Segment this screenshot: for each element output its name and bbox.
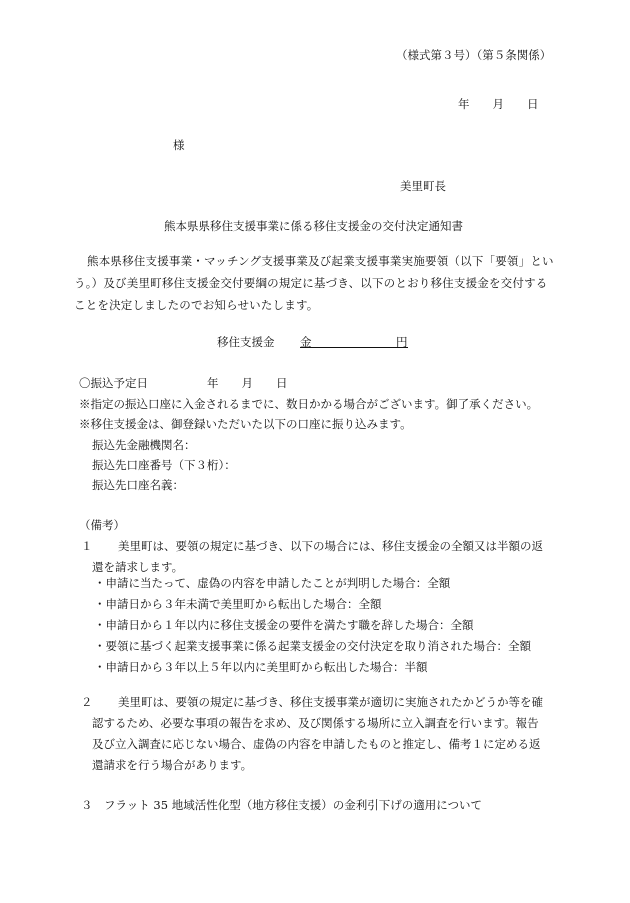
remark-3-number: ３	[81, 798, 93, 812]
intro-paragraph: 熊本県移住支援事業・マッチング支援事業及び起業支援事業実施要領（以下「要領」という。）及び美里町移住支援金交付要綱の規定に基づき、以下のとおり移住支援金を交付することを決定しましたのでお知らせいたします。	[74, 254, 554, 312]
remark-2-line3: 及び立入調査に応じない場合、虚偽の内容を申請したものと推定し、備考１に定める返	[92, 737, 541, 751]
remarks-heading: （備考）	[79, 518, 125, 532]
scheduled-date-label: 〇振込予定日	[79, 376, 148, 390]
amount-underline	[300, 346, 408, 348]
transfer-note-account: ※移住支援金は、御登録いただいた以下の口座に振り込みます。	[79, 417, 412, 431]
remark-2-number: ２	[81, 695, 93, 709]
remark-1-bullet: ・申請日から３年未満で美里町から転出した場合：全額	[94, 597, 382, 611]
addressee-suffix: 様	[173, 138, 185, 152]
scheduled-date-value: 年 月 日	[207, 376, 288, 390]
account-number-label: 振込先口座番号（下３桁）：	[92, 458, 236, 472]
remark-2-line2: 認するため、必要な事項の報告を求め、及び関係する場所に立入調査を行います。報告	[92, 716, 539, 730]
remark-1-bullet: ・申請日から１年以内に移住支援金の要件を満たす職を辞した場合：全額	[94, 618, 474, 632]
transfer-note-delay: ※指定の振込口座に入金されるまでに、数日かかる場合がございます。御了承ください。	[79, 397, 539, 411]
remark-3-text: フラット 35 地域活性化型（地方移住支援）の金利引下げの適用について	[104, 798, 482, 812]
form-reference: （様式第３号）（第５条関係）	[396, 48, 552, 62]
document-title: 熊本県県移住支援事業に係る移住支援金の交付決定通知書	[164, 219, 463, 233]
remark-1-bullet: ・要領に基づく起業支援事業に係る起業支援金の交付決定を取り消された場合：全額	[94, 639, 531, 653]
remark-1-bullet-list	[94, 573, 531, 678]
date-line: 年 月 日	[458, 97, 539, 111]
remark-1-line2: 還を請求します。	[92, 560, 184, 574]
sender-name: 美里町長	[400, 179, 446, 193]
amount-unit: 円	[396, 335, 408, 349]
amount-prefix: 金	[300, 335, 312, 349]
remark-2-line1: 美里町は、要領の規定に基づき、移住支援事業が適切に実施されたかどうか等を確	[118, 695, 544, 709]
remark-1-bullet: ・申請に当たって、虚偽の内容を申請したことが判明した場合：全額	[94, 576, 451, 590]
account-name-label: 振込先口座名義：	[92, 478, 184, 492]
remark-1-bullet: ・申請日から３年以上５年以内に美里町から転出した場合：半額	[94, 660, 428, 674]
amount-label: 移住支援金	[217, 335, 275, 349]
remark-1-line1: 美里町は、要領の規定に基づき、以下の場合には、移住支援金の全額又は半額の返	[118, 539, 544, 553]
remark-2-line4: 還請求を行う場合があります。	[92, 758, 253, 772]
bank-name-label: 振込先金融機関名：	[92, 438, 196, 452]
remark-1-number: １	[81, 539, 93, 553]
